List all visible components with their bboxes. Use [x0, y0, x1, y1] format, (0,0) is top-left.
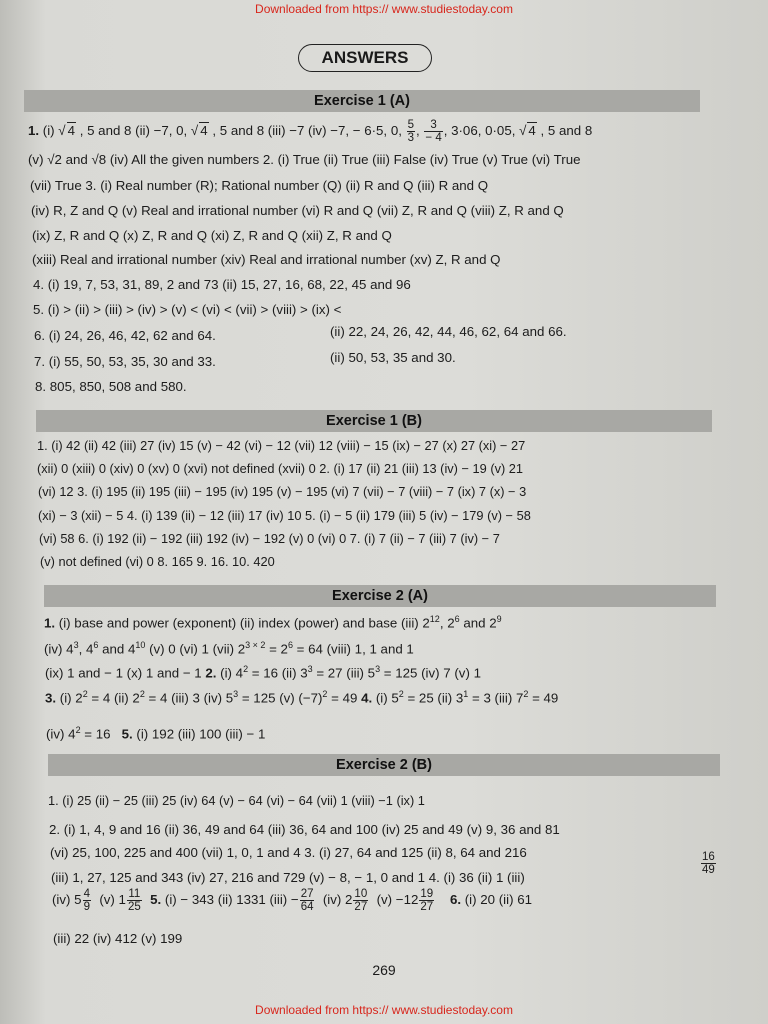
- ex2a-line-2: (iv) $4^3$, $4^6$ and $4^{10}$ (v) 0 (vi) 1 (vii) $2^{3 \times 2} = 2^6 = 64$ (viii) 1, 1 and 1: [44, 640, 414, 657]
- ex2a-line-1: 1. (i) base and power (exponent) (ii) index (power) and base (iii) $2^{12}$, $2^6$ and $2^9$: [44, 614, 502, 631]
- ex1b-line-2: (xii) 0 (xiii) 0 (xiv) 0 (xv) 0 (xvi) not defined (xvii) 0 2. (i) 17 (ii) 21 (iii) 13 (iv) − 19 (v) 21: [37, 461, 524, 476]
- ex1a-line-9a: 6. (i) 24, 26, 46, 42, 62 and 64.: [34, 328, 216, 343]
- page-title: ANSWERS: [298, 44, 432, 72]
- ex1a-line-10a: 7. (i) 55, 50, 53, 35, 30 and 33.: [34, 354, 216, 369]
- ex2b-line-3: (vi) 25, 100, 225 and 400 (vii) 1, 0, 1 and 4 3. (i) 27, 64 and 125 (ii) 8, 64 and 216: [50, 845, 527, 860]
- ex1a-line-3: (vii) True 3. (i) Real number (R); Rational number (Q) (ii) R and Q (iii) R and Q: [30, 178, 489, 193]
- ex1a-line-2: (v) √2 and √8 (iv) All the given numbers 2. (i) True (ii) True (iii) False (iv) True (v) True (vi) True: [28, 152, 581, 167]
- ex2b-fraction-16-49: $\frac{16}{49}$: [702, 851, 715, 876]
- ex2b-line-5: (iv) 5 $\frac{4}{9}$ (v) 1 $\frac{11}{25}$ 5. (i) − 343 (ii) 1331 (iii) − $\frac{27}{64}$ (iv) 2 $\frac{10}{27}$ (v) −12 $\frac{19}{27}$ 6. (i) 20 (ii) 61: [52, 888, 532, 913]
- ex1a-line-6: (xiii) Real and irrational number (xiv) Real and irrational number (xv) Z, R and Q: [32, 252, 501, 267]
- ex1a-line-1: 1. (i) √ 4 , 5 and 8 (ii) −7, 0, √ 4 , 5 and 8 (iii) −7 (iv) −7, − 6·5, 0, $\frac{5}{3}$ , $\frac{3}{- 4}$ , 3·06, 0·05, √ 4 , 5 and 8: [28, 119, 593, 144]
- ex1a-line-8: 5. (i) > (ii) > (iii) > (iv) > (v) < (vi) < (vii) > (viii) > (ix) <: [33, 302, 342, 317]
- section-heading-ex1b: Exercise 1 (B): [36, 410, 712, 432]
- ex1b-line-4: (xi) − 3 (xii) − 5 4. (i) 139 (ii) − 12 (iii) 17 (iv) 10 5. (i) − 5 (ii) 179 (iii) 5 (iv) − 179 (v) − 58: [38, 508, 531, 523]
- ex2a-line-3: (ix) 1 and − 1 (x) 1 and − 1 2. (i) $4^2 = 16$ (ii) $3^3 = 27$ (iii) $5^3 = 125$ (iv) 7 (v) 1: [45, 664, 481, 681]
- ex1a-line-4: (iv) R, Z and Q (v) Real and irrational number (vi) R and Q (vii) Z, R and Q (viii) Z, R and Q: [31, 203, 564, 218]
- ex1b-line-6: (v) not defined (vi) 0 8. 165 9. 16. 10. 420: [40, 554, 275, 569]
- ex2a-line-4: 3. (i) $2^2 = 4$ (ii) $2^2 = 4$ (iii) 3 (iv) $5^3 = 125$ (v) $(-7)^2 = 49$ 4. (i) $5^2 = 25$ (ii) $3^1 = 3$ (iii) $7^2 = 49$: [45, 689, 559, 706]
- ex1b-line-5: (vi) 58 6. (i) 192 (ii) − 192 (iii) 192 (iv) − 192 (v) 0 (vi) 0 7. (i) 7 (ii) − 7 (iii) 7 (iv) − 7: [39, 531, 500, 546]
- ex2a-line-5: (iv) $4^2 = 16$ 5. (i) 192 (iii) 100 (iii) − 1: [46, 725, 266, 742]
- section-heading-ex2a: Exercise 2 (A): [44, 585, 716, 607]
- ex2b-line-4: (iii) 1, 27, 125 and 343 (iv) 27, 216 and 729 (v) − 8, − 1, 0 and 1 4. (i) 36 (ii) 1 (iii): [51, 870, 525, 885]
- ex1b-line-3: (vi) 12 3. (i) 195 (ii) 195 (iii) − 195 (iv) 195 (v) − 195 (vi) 7 (vii) − 7 (viii) − 7 (ix) 7 (x) − 3: [38, 484, 527, 499]
- ex1a-line-9b: (ii) 22, 24, 26, 42, 44, 46, 62, 64 and 66.: [330, 324, 567, 339]
- page-number: 269: [372, 962, 396, 978]
- ex1a-line-5: (ix) Z, R and Q (x) Z, R and Q (xi) Z, R and Q (xii) Z, R and Q: [32, 228, 392, 243]
- header-download-link[interactable]: Downloaded from https:// www.studiestoday.com: [255, 2, 513, 16]
- ex1a-line-7: 4. (i) 19, 7, 53, 31, 89, 2 and 73 (ii) 15, 27, 16, 68, 22, 45 and 96: [33, 277, 411, 292]
- section-heading-ex1a: Exercise 1 (A): [24, 90, 700, 112]
- section-heading-ex2b: Exercise 2 (B): [48, 754, 720, 776]
- ex1a-line-11: 8. 805, 850, 508 and 580.: [35, 379, 187, 394]
- footer-download-link[interactable]: Downloaded from https:// www.studiestoday.com: [255, 1003, 513, 1017]
- ex1b-line-1: 1. (i) 42 (ii) 42 (iii) 27 (iv) 15 (v) − 42 (vi) − 12 (vii) 12 (viii) − 15 (ix) − 27 (x) 27 (xi) − 27: [37, 438, 526, 453]
- ex2b-line-2: 2. (i) 1, 4, 9 and 16 (ii) 36, 49 and 64 (iii) 36, 64 and 100 (iv) 25 and 49 (v) 9, 36 and 81: [49, 822, 560, 837]
- ex2b-line-6: (iii) 22 (iv) 412 (v) 199: [53, 931, 183, 946]
- ex1a-line-10b: (ii) 50, 53, 35 and 30.: [330, 350, 456, 365]
- ex2b-line-1: 1. (i) 25 (ii) − 25 (iii) 25 (iv) 64 (v) − 64 (vi) − 64 (vii) 1 (viii) −1 (ix) 1: [48, 793, 425, 808]
